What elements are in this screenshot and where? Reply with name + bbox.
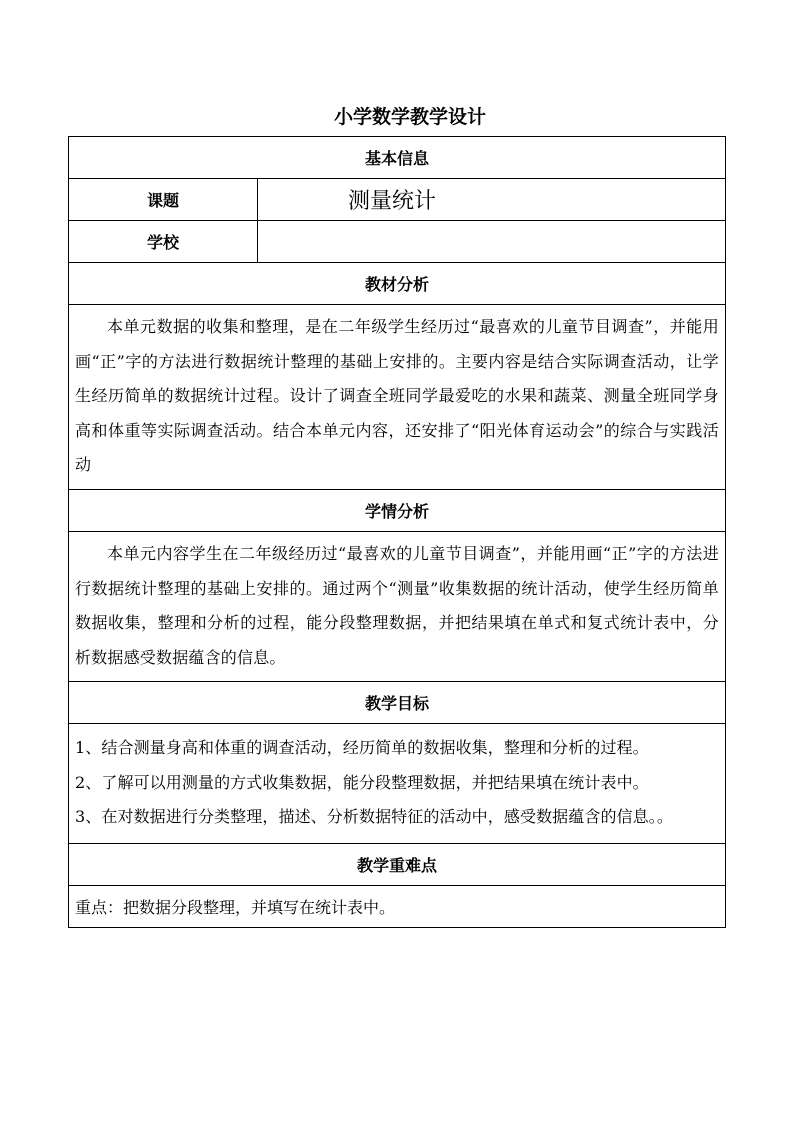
key-point-row	[69, 885, 726, 927]
school-value	[258, 221, 726, 263]
lesson-plan-table	[68, 136, 726, 928]
material-analysis-header-row	[69, 263, 726, 305]
teaching-goals-header-row	[69, 682, 726, 724]
basic-info-heading: 基本信息	[69, 137, 726, 179]
student-analysis-text: 本单元内容学生在二年级经历过“最喜欢的儿童节目调查”，并能用画“正”字的方法进行数据统计整理的基础上安排的。通过两个“测量”收集数据的统计活动，使学生经历简单数据收集，整理和分析的过程，能分段整理数据，并把结果填在单式和复式统计表中，分析数据感受数据蕴含的信息。	[69, 531, 726, 681]
student-analysis-header-row	[69, 489, 726, 531]
student-analysis-heading: 学情分析	[69, 489, 726, 531]
topic-label: 课题	[69, 179, 258, 221]
teaching-goal-item-1: 1、结合测量身高和体重的调查活动，经历简单的数据收集，整理和分析的过程。	[75, 738, 649, 758]
material-analysis-heading: 教材分析	[69, 263, 726, 305]
material-analysis-text: 本单元数据的收集和整理，是在二年级学生经历过“最喜欢的儿童节目调查”，并能用画“正”字的方法进行数据统计整理的基础上安排的。主要内容是结合实际调查活动，让学生经历简单的数据统计过程。设计了调查全班同学最爱吃的水果和蔬菜、测量全班同学身高和体重等实际调查活动。结合本单元内容，还安排了“阳光体育运动会”的综合与实践活动	[69, 305, 726, 490]
material-analysis-row	[69, 305, 726, 490]
topic-row	[69, 179, 726, 221]
key-difficult-heading: 教学重难点	[69, 843, 726, 885]
basic-info-header-row	[69, 137, 726, 179]
school-label: 学校	[69, 221, 258, 263]
teaching-goals-heading: 教学目标	[69, 682, 726, 724]
teaching-goals-row	[69, 724, 726, 844]
teaching-goals-list	[69, 724, 726, 844]
teaching-goal-item-3: 3、在对数据进行分类整理，描述、分析数据特征的活动中，感受数据蕴含的信息。。	[75, 807, 673, 827]
topic-value: 测量统计	[258, 179, 726, 221]
document-title: 小学数学教学设计	[333, 106, 486, 128]
teaching-goal-item-2: 2、了解可以用测量的方式收集数据，能分段整理数据，并把结果填在统计表中。	[75, 772, 649, 792]
student-analysis-row	[69, 531, 726, 681]
key-difficult-header-row	[69, 843, 726, 885]
key-point-text: 重点：把数据分段整理，并填写在统计表中。	[69, 885, 726, 927]
school-row	[69, 221, 726, 263]
